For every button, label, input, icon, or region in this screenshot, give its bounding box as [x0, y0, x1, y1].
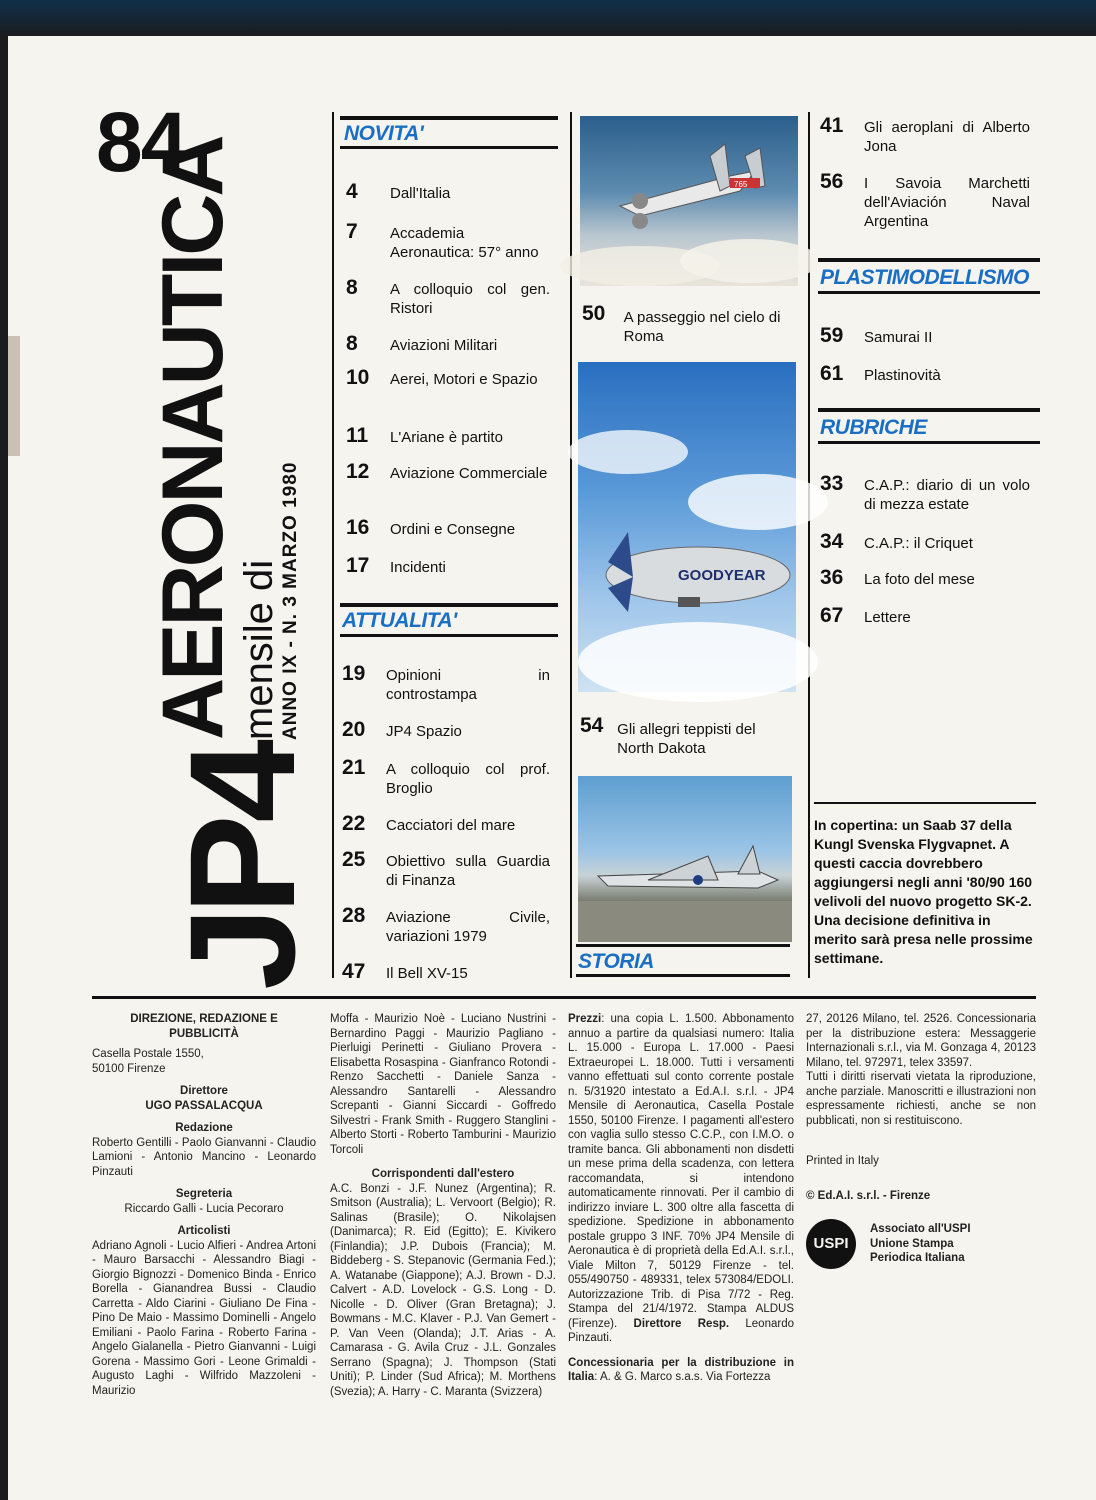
toc-item[interactable] [346, 554, 554, 578]
logo-issue-line: ANNO IX - N. 3 MARZO 1980 [280, 461, 301, 740]
toc-page: 7 [346, 220, 358, 243]
toc-item[interactable] [342, 848, 554, 890]
section-rule [814, 802, 1036, 804]
articolisti-label: Articolisti [177, 1225, 231, 1237]
logo-subtitle: mensile di [237, 559, 281, 740]
toc-title: Lettere [864, 609, 911, 626]
section-rule [340, 603, 558, 607]
prezzi-label: Prezzi [568, 1013, 602, 1025]
toc-item[interactable] [346, 516, 554, 540]
toc-title: A colloquio col gen. Ristori [390, 281, 550, 317]
section-rule [340, 116, 558, 120]
toc-title: A colloquio col prof. Broglio [386, 761, 550, 797]
direttore: UGO PASSALACQUA [145, 1099, 263, 1112]
toc-page: 17 [346, 554, 370, 577]
redazione: Roberto Gentilli - Paolo Gianvanni - Claudio Lamioni - Antonio Mancino - Leonardo Pinzauti [92, 1136, 316, 1178]
blimp-text: GOODYEAR [678, 567, 766, 584]
uspi: Associato all'USPI Unione Stampa Periodica Italiana [870, 1223, 971, 1265]
toc-page: 61 [820, 362, 844, 385]
credits-column-4 [806, 1012, 1036, 1269]
toc-item[interactable] [346, 366, 554, 390]
corrispondenti: A.C. Bonzi - J.F. Nunez (Argentina); R. Smitson (Australia); L. Vervoort (Belgio); R. Salinas (Brasile); O. Nikolajsen (Danimarca); R. Eid (Egitto); E. Kivikero (Finlandia); J.P. Dubois (Francia); M. Biddeberg - S. Stepanovic (Germania Fed.); A. Watanabe (Giappone); A.J. Brown - D.J. Calvert - A.D. Lovelock - G.S. Long - D. Nicolle - D. Oliver (Gran Bretagna); J. Bowmans - M.C. Klaver - P.J. Van Gemert - P. Van Veen (Olanda); J.T. Arias - A. Camarasa - G. Avila Cruz - J.L. Gonzales Serrano (Spagna); J. Thompson (Stati Uniti); P. Linder (Sud Africa); M. Morthens (Svezia); A. Harry - C. Maranta (Svizzera) [330, 1182, 556, 1398]
toc-title: Gli aeroplani di Alberto Jona [864, 119, 1030, 155]
prezzi: : una copia L. 1.500. Abbonamento annuo a partire da qualsiasi numero: Italia L. 15.000 - Europa L. 17.000 - Paesi Extraeuropei L. 18.000. Tutti i versamenti vanno effettuati sul conto corrente postale n. 5/31920 intestato a Ed.A.I. s.r.l. - JP4 Mensile di Aeronautica, Casella Postale 1550, 50100 Firenze. I pagamenti all'estero con vaglia sullo stesso C.C.P., con I.M.O. o tramite banca. Gli abbonamenti non disdetti un mese prima della scadenza, con lettera raccomandata, si intendono automaticamente rinnovati. Per il cambio di indirizzo inviare L. 300 oltre alla fascetta di spedizione. Spedizione in abbonamento postale gruppo 3 INF. 70% JP4 Mensile di Aeronautica è di proprietà della Ed.A.I. s.r.l., Viale Milton 7, 50129 Firenze - tel. 055/490750 - 489331, telex 573084/EDOLI. Autorizzazione Trib. di Pisa 7/72 - Reg. Stampa del 21/4/1972. Stampa ALDUS (Firenze). [568, 1013, 794, 1330]
articolisti: Adriano Agnoli - Lucio Alfieri - Andrea Artoni - Mauro Barsacchi - Alessandro Biagi - Giorgio Bignozzi - Domenico Binda - Enrico Borella - Gianandrea Bussi - Claudio Carretta - Aldo Ciarini - Giuliano De Fina - Pino De Maio - Massimo Dominelli - Angelo Emiliani - Paolo Farina - Roberto Farina - Angelo Gialanella - Pietro Gianvanni - Luigi Gorena - Massimo Gori - Leone Grimaldi - Augusto Laghi - Wilfrido Mazzoleni - Maurizio [92, 1239, 316, 1397]
toc-item[interactable] [342, 718, 554, 742]
direttore-resp-label: Direttore Resp. [633, 1317, 730, 1330]
copyright: © Ed.A.I. s.r.l. - Firenze [806, 1189, 931, 1202]
section-rule [818, 258, 1040, 262]
toc-title: Incidenti [390, 559, 446, 576]
toc-title: JP4 Spazio [386, 723, 462, 740]
column-divider [332, 112, 334, 978]
footer-rule [92, 996, 1036, 999]
toc-page: 67 [820, 604, 844, 627]
toc-page: 28 [342, 904, 366, 927]
toc-page: 25 [342, 848, 366, 871]
toc-page: 20 [342, 718, 366, 741]
toc-page: 16 [346, 516, 370, 539]
aircraft-illustration [580, 116, 798, 286]
toc-page: 50 [582, 302, 606, 325]
toc-title: Il Bell XV-15 [386, 965, 468, 982]
concessionaria: : A. & G. Marco s.a.s. Via Fortezza [594, 1371, 771, 1383]
toc-title: Aerei, Motori e Spazio [390, 371, 538, 388]
toc-title: Aviazione Commerciale [390, 465, 548, 482]
redazione-label: Redazione [175, 1122, 233, 1134]
address: Casella Postale 1550, 50100 Firenze [92, 1048, 204, 1075]
toc-page: 12 [346, 460, 370, 483]
section-title-storia: STORIA [578, 950, 654, 973]
toc-page: 34 [820, 530, 844, 553]
toc-page: 21 [342, 756, 366, 779]
toc-item[interactable] [346, 180, 554, 204]
toc-item[interactable] [346, 276, 554, 318]
articolisti-cont: Moffa - Maurizio Noè - Luciano Nustrini - Bernardino Paggi - Maurizio Pagliano - Pierluigi Perinetti - Giuliano Provera - Elisabetta Rosaspina - Gianfranco Rotondi - Renzo Sacchetti - Daniele Sanza - Alessandro Santarelli - Alessandro Screpanti - Gianni Siccardi - Goffredo Silvestri - Frank Smith - Ruggero Stanglini - Alberto Storti - Roberto Tamburini - Maurizio Torcoli [330, 1013, 556, 1156]
toc-title: Samurai II [864, 329, 933, 346]
toc-page: 47 [342, 960, 366, 983]
toc-page: 8 [346, 332, 358, 355]
direzione-title: DIREZIONE, REDAZIONE E PUBBLICITÀ [130, 1013, 278, 1040]
toc-item[interactable] [820, 566, 1034, 590]
toc-page: 4 [346, 180, 358, 203]
toc-item[interactable] [820, 604, 1034, 628]
logo-title: AERONAUTICA [145, 137, 241, 740]
toc-page: 19 [342, 662, 366, 685]
section-rule [818, 408, 1040, 412]
printed-in-italy: Printed in Italy [806, 1155, 879, 1167]
toc-item[interactable] [820, 170, 1034, 231]
toc-item[interactable] [820, 114, 1034, 156]
toc-page: 8 [346, 276, 358, 299]
toc-item[interactable] [580, 716, 796, 758]
toc-item[interactable] [820, 472, 1034, 514]
direttore-resp: Leonardo Pinzauti. [568, 1317, 794, 1344]
toc-item[interactable] [820, 362, 1034, 386]
binding-edge [8, 336, 20, 456]
section-title-plastimodellismo: PLASTIMODELLISMO [820, 266, 1029, 289]
toc-item[interactable] [342, 960, 554, 984]
toc-title: A passeggio nel cielo di Roma [623, 309, 781, 345]
toc-item[interactable] [342, 756, 554, 798]
toc-title: I Savoia Marchetti dell'Aviación Naval Argentina [864, 175, 1030, 230]
toc-title: Dall'Italia [390, 185, 451, 202]
column-divider [570, 112, 572, 978]
toc-item[interactable] [820, 324, 1034, 348]
toc-page: 59 [820, 324, 844, 347]
section-title-rubriche: RUBRICHE [820, 416, 927, 439]
toc-page: 22 [342, 812, 366, 835]
credits-column-2 [330, 1012, 556, 1399]
toc-page: 11 [346, 424, 369, 447]
toc-title: Aviazioni Militari [390, 337, 498, 354]
toc-item[interactable] [342, 904, 554, 946]
toc-title: Plastinovità [864, 367, 941, 384]
toc-page: 41 [820, 114, 844, 137]
toc-title: Aviazione Civile, variazioni 1979 [386, 909, 550, 945]
section-rule [340, 146, 558, 149]
toc-item[interactable] [346, 332, 554, 356]
photo-jet-aircraft [578, 776, 792, 942]
aircraft-marking: 765 [734, 180, 748, 189]
direttore-label: Direttore [180, 1085, 228, 1097]
cover-note: In copertina: un Saab 37 della Kungl Svenska Flygvapnet. A questi caccia dovrebbero aggiungersi negli anni '80/90 160 velivoli del nuovo progetto SK-2. Una decisione definitiva in merito sarà presa nelle prossime settimane. [814, 817, 1033, 966]
section-rule [818, 441, 1040, 444]
section-title-attualita: ATTUALITA' [342, 609, 457, 632]
toc-title: Cacciatori del mare [386, 817, 516, 834]
toc-page: 36 [820, 566, 844, 589]
toc-title: L'Ariane è partito [390, 429, 503, 446]
toc-page: 56 [820, 170, 844, 193]
photo-aircraft-sky [580, 116, 798, 286]
toc-item[interactable] [342, 662, 554, 704]
section-rule [818, 291, 1040, 294]
section-rule [340, 634, 558, 637]
section-rule [576, 944, 790, 947]
toc-title: Opinioni in controstampa [386, 667, 550, 703]
jet-illustration [578, 776, 792, 942]
uspi-logo-icon: USPI [806, 1219, 856, 1269]
toc-item[interactable] [346, 220, 554, 262]
photo-goodyear-blimp [578, 362, 796, 692]
blimp-illustration [578, 362, 796, 692]
toc-page: 10 [346, 366, 370, 389]
section-title-novita: NOVITA' [344, 122, 424, 145]
segreteria-label: Segreteria [175, 1188, 233, 1200]
column-divider [808, 112, 810, 978]
toc-title: Accademia Aeronautica: 57° anno [390, 225, 539, 261]
toc-page: 54 [580, 714, 604, 737]
concessionaria-cont: 27, 20126 Milano, tel. 2526. Concessionaria per la distribuzione estera: Messaggerie Internazionali s.r.l., via M. Gonzaga 4, 20123 Milano, tel. 972971, telex 33597. [806, 1013, 1036, 1069]
corrispondenti-label: Corrispondenti dall'estero [371, 1168, 515, 1180]
section-rule [576, 974, 790, 977]
scan-background [0, 0, 1096, 36]
toc-title: C.A.P.: diario di un volo di mezza estate [864, 477, 1030, 513]
toc-title: Obiettivo sulla Guardia di Finanza [386, 853, 550, 889]
toc-title: Gli allegri teppisti del North Dakota [617, 721, 756, 757]
toc-item[interactable] [342, 812, 554, 836]
toc-item[interactable] [346, 460, 554, 484]
logo-brand: JP4 [158, 747, 326, 990]
segreteria: Riccardo Galli - Lucia Pecoraro [124, 1202, 284, 1215]
toc-item[interactable] [346, 424, 554, 448]
toc-title: C.A.P.: il Criquet [864, 535, 973, 552]
concessionaria-label: Concessionaria per la distribuzione in Italia [568, 1356, 794, 1383]
toc-item[interactable] [820, 530, 1034, 554]
toc-title: Ordini e Consegne [390, 521, 516, 538]
toc-item[interactable] [582, 304, 798, 346]
diritti: Tutti i diritti riservati vietata la riproduzione, anche parziale. Manoscritti e illustrazioni non espressamente richiesti, anche se non pubblicati, non si restituiscono. [806, 1071, 1036, 1127]
credits-column-1 [92, 1012, 316, 1398]
toc-title: La foto del mese [864, 571, 975, 588]
issue-number: 84 [96, 95, 186, 189]
toc-page: 33 [820, 472, 844, 495]
credits-column-3 [568, 1012, 794, 1385]
